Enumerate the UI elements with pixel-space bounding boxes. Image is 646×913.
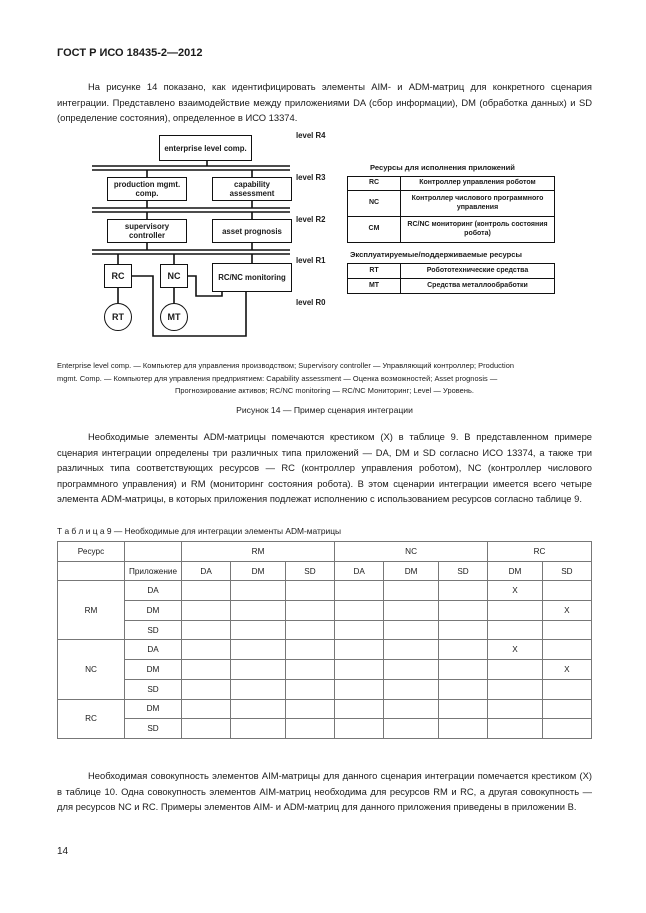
matrix-cell xyxy=(285,640,334,660)
asset-box xyxy=(212,219,292,243)
matrix-cell xyxy=(182,719,231,739)
matrix-cell xyxy=(231,699,286,719)
level-r0: level R0 xyxy=(296,298,326,307)
application-cell: SD xyxy=(125,719,182,739)
legend-line-1: Enterprise level comp. — Компьютер для управления производством; Supervisory controller — Управляющий контроллер; Production xyxy=(57,361,515,370)
matrix-cell xyxy=(231,660,286,680)
matrix-cell xyxy=(182,699,231,719)
matrix-cell: X xyxy=(542,601,591,621)
matrix-cell xyxy=(335,640,384,660)
intro-text: На рисунке 14 показано, как идентифицировать элементы AIM- и ADM-матриц для конкретного сценария интеграции. Представлено взаимодействие между приложениями DA (сбор информации), DM (обработка данных) и SD (определение состояния), определенное в ИСО 13374. xyxy=(57,81,592,124)
matrix-cell xyxy=(542,581,591,601)
header-empty xyxy=(125,542,182,562)
resource-row xyxy=(348,191,555,217)
exploited-title: Эксплуатируемые/поддерживаемые ресурсы xyxy=(350,250,522,259)
resource-desc: Контроллер числового программного управления xyxy=(401,191,555,217)
production-box xyxy=(107,177,187,201)
document-header: ГОСТ Р ИСО 18435-2—2012 xyxy=(57,47,203,59)
resource-group-cell: RM xyxy=(58,581,125,640)
legend-line-3: Прогнозирование активов; RC/NC monitoring — RC/NC Мониторинг; Level — Уровень. xyxy=(175,386,474,395)
table-subheader-row xyxy=(58,561,592,581)
rcnc-monitoring-box xyxy=(212,263,292,292)
sub-header: DM xyxy=(384,561,439,581)
sub-header: SD xyxy=(285,561,334,581)
figure-legend xyxy=(57,360,592,398)
matrix-cell xyxy=(285,601,334,621)
matrix-cell xyxy=(384,620,439,640)
paragraph-3-text: Необходимая совокупность элементов AIM-матрицы для данного сценария интеграции помечается крестиком (X) в таблице 10. Одна совокупность элементов AIM-матриц необходима для ресурсов RM и RC, а другая совокупность — для ресурсов NC и RC. Примеры элементов AIM- и ADM-матриц для данного приложения приведены в приложении B. xyxy=(57,770,592,813)
matrix-cell xyxy=(335,660,384,680)
rcnc-label: RC/NC monitoring xyxy=(218,273,286,282)
rt-circle xyxy=(104,303,132,331)
matrix-cell xyxy=(488,699,543,719)
exploited-desc: Робототехнические средства xyxy=(401,264,555,279)
resource-row xyxy=(348,217,555,243)
matrix-cell xyxy=(231,601,286,621)
matrix-cell xyxy=(438,660,487,680)
sub-header: DA xyxy=(182,561,231,581)
exploited-code: MT xyxy=(348,279,401,294)
matrix-cell xyxy=(438,601,487,621)
mt-circle xyxy=(160,303,188,331)
nc-label: NC xyxy=(167,270,181,281)
rc-box xyxy=(104,264,132,288)
matrix-cell xyxy=(438,679,487,699)
table-row xyxy=(58,679,592,699)
matrix-cell xyxy=(438,719,487,739)
asset-label: asset prognosis xyxy=(222,226,282,236)
matrix-cell xyxy=(231,581,286,601)
matrix-cell xyxy=(542,640,591,660)
sub-header: DA xyxy=(335,561,384,581)
supervisory-box xyxy=(107,219,187,243)
resource-row xyxy=(348,177,555,191)
enterprise-level-box xyxy=(159,135,252,161)
matrix-cell xyxy=(285,699,334,719)
matrix-cell xyxy=(285,620,334,640)
exploited-code: RT xyxy=(348,264,401,279)
header-rm: RM xyxy=(182,542,335,562)
matrix-cell xyxy=(384,581,439,601)
application-cell: DA xyxy=(125,581,182,601)
matrix-cell xyxy=(542,679,591,699)
rt-label: RT xyxy=(112,312,124,322)
production-label: production mgmt. comp. xyxy=(113,180,181,198)
table-row xyxy=(58,699,592,719)
resource-desc: RC/NC мониторинг (контроль состояния робота) xyxy=(401,217,555,243)
application-cell: SD xyxy=(125,620,182,640)
table-row xyxy=(58,620,592,640)
table-row xyxy=(58,719,592,739)
legend-line-2: mgmt. Comp. — Компьютер для управления предприятием: Capability assessment — Оценка возможностей; Asset prognosis — xyxy=(57,373,498,383)
mt-label: MT xyxy=(167,312,181,322)
matrix-cell xyxy=(231,620,286,640)
matrix-cell xyxy=(384,679,439,699)
level-r3: level R3 xyxy=(296,173,326,182)
application-cell: SD xyxy=(125,679,182,699)
application-cell: DM xyxy=(125,660,182,680)
header-resource: Ресурс xyxy=(58,542,125,562)
table-row xyxy=(58,660,592,680)
header-nc: NC xyxy=(335,542,488,562)
capability-label: capability assessment xyxy=(229,180,275,198)
resource-code: RC xyxy=(348,177,401,191)
level-r2: level R2 xyxy=(296,215,326,224)
level-r4: level R4 xyxy=(296,131,326,140)
matrix-cell xyxy=(488,719,543,739)
rc-label: RC xyxy=(111,270,125,281)
matrix-cell xyxy=(335,620,384,640)
matrix-cell xyxy=(335,719,384,739)
resources-table xyxy=(347,176,555,243)
matrix-cell: X xyxy=(488,640,543,660)
table-caption xyxy=(57,526,341,536)
sub-header: SD xyxy=(542,561,591,581)
capability-box xyxy=(212,177,292,201)
paragraph-3 xyxy=(57,768,592,815)
matrix-cell xyxy=(335,601,384,621)
page-number: 14 xyxy=(57,846,69,857)
adm-matrix-table xyxy=(57,541,592,739)
resource-group-cell: NC xyxy=(58,640,125,699)
matrix-cell xyxy=(384,719,439,739)
matrix-cell xyxy=(384,660,439,680)
matrix-cell xyxy=(488,660,543,680)
figure-caption: Рисунок 14 — Пример сценария интеграции xyxy=(236,405,413,415)
matrix-cell xyxy=(335,581,384,601)
matrix-cell xyxy=(384,601,439,621)
matrix-cell xyxy=(182,660,231,680)
paragraph-2-text: Необходимые элементы ADM-матрицы помечаются крестиком (X) в таблице 9. В представленном примере сценария интеграции определены три различных типа приложений — DA, DM и SD согласно ИСО 13374, а также три различных типа соответствующих ресурсов — RC (контроллер управления роботом), NC (контроллер числового программного управления) и RM (мониторинг состояния робота). В этом сценарии интеграции имеется всего четыре элемента ADM-матрицы, в которых приложения подлежат исполнению с использованием ресурсов согласно таблице 9. xyxy=(57,431,592,505)
matrix-cell xyxy=(488,601,543,621)
matrix-cell xyxy=(231,719,286,739)
matrix-cell xyxy=(182,640,231,660)
matrix-cell xyxy=(335,679,384,699)
matrix-cell xyxy=(182,679,231,699)
header-app: Приложение xyxy=(125,561,182,581)
resource-desc: Контроллер управления роботом xyxy=(401,177,555,191)
application-cell: DM xyxy=(125,699,182,719)
matrix-cell xyxy=(542,699,591,719)
exploited-row xyxy=(348,264,555,279)
matrix-cell xyxy=(438,699,487,719)
matrix-cell xyxy=(182,581,231,601)
table-row xyxy=(58,640,592,660)
table-header-row xyxy=(58,542,592,562)
matrix-cell xyxy=(542,620,591,640)
matrix-cell xyxy=(285,581,334,601)
sub-header: DM xyxy=(231,561,286,581)
matrix-cell xyxy=(285,679,334,699)
application-cell: DA xyxy=(125,640,182,660)
matrix-cell xyxy=(384,640,439,660)
matrix-cell xyxy=(335,699,384,719)
enterprise-label: enterprise level comp. xyxy=(164,143,247,153)
matrix-cell: X xyxy=(488,581,543,601)
matrix-cell xyxy=(438,581,487,601)
exploited-desc: Средства металлообработки xyxy=(401,279,555,294)
supervisory-label: supervisory controller xyxy=(124,222,170,240)
table-row xyxy=(58,581,592,601)
matrix-cell xyxy=(488,620,543,640)
header-rc: RC xyxy=(488,542,592,562)
matrix-cell xyxy=(285,719,334,739)
exploited-table xyxy=(347,263,555,294)
matrix-cell xyxy=(231,679,286,699)
resource-code: NC xyxy=(348,191,401,217)
matrix-cell xyxy=(231,640,286,660)
sub-header: DM xyxy=(488,561,543,581)
matrix-cell xyxy=(438,640,487,660)
matrix-cell xyxy=(285,660,334,680)
matrix-cell: X xyxy=(542,660,591,680)
table-caption-text: — Необходимые для интеграции элементы ADM-матрицы xyxy=(111,526,342,536)
nc-box xyxy=(160,264,188,288)
application-cell: DM xyxy=(125,601,182,621)
matrix-cell xyxy=(182,601,231,621)
table-caption-prefix: Т а б л и ц а 9 xyxy=(57,526,112,536)
sub-header: SD xyxy=(438,561,487,581)
table-body xyxy=(58,581,592,739)
matrix-cell xyxy=(542,719,591,739)
paragraph-2 xyxy=(57,429,592,507)
resource-code: CM xyxy=(348,217,401,243)
matrix-cell xyxy=(384,699,439,719)
intro-paragraph xyxy=(57,79,592,126)
matrix-cell xyxy=(488,679,543,699)
matrix-cell xyxy=(182,620,231,640)
level-r1: level R1 xyxy=(296,256,326,265)
table-row xyxy=(58,601,592,621)
subheader-empty xyxy=(58,561,125,581)
resource-group-cell: RC xyxy=(58,699,125,738)
resources-title: Ресурсы для исполнения приложений xyxy=(370,163,515,172)
exploited-row xyxy=(348,279,555,294)
matrix-cell xyxy=(438,620,487,640)
